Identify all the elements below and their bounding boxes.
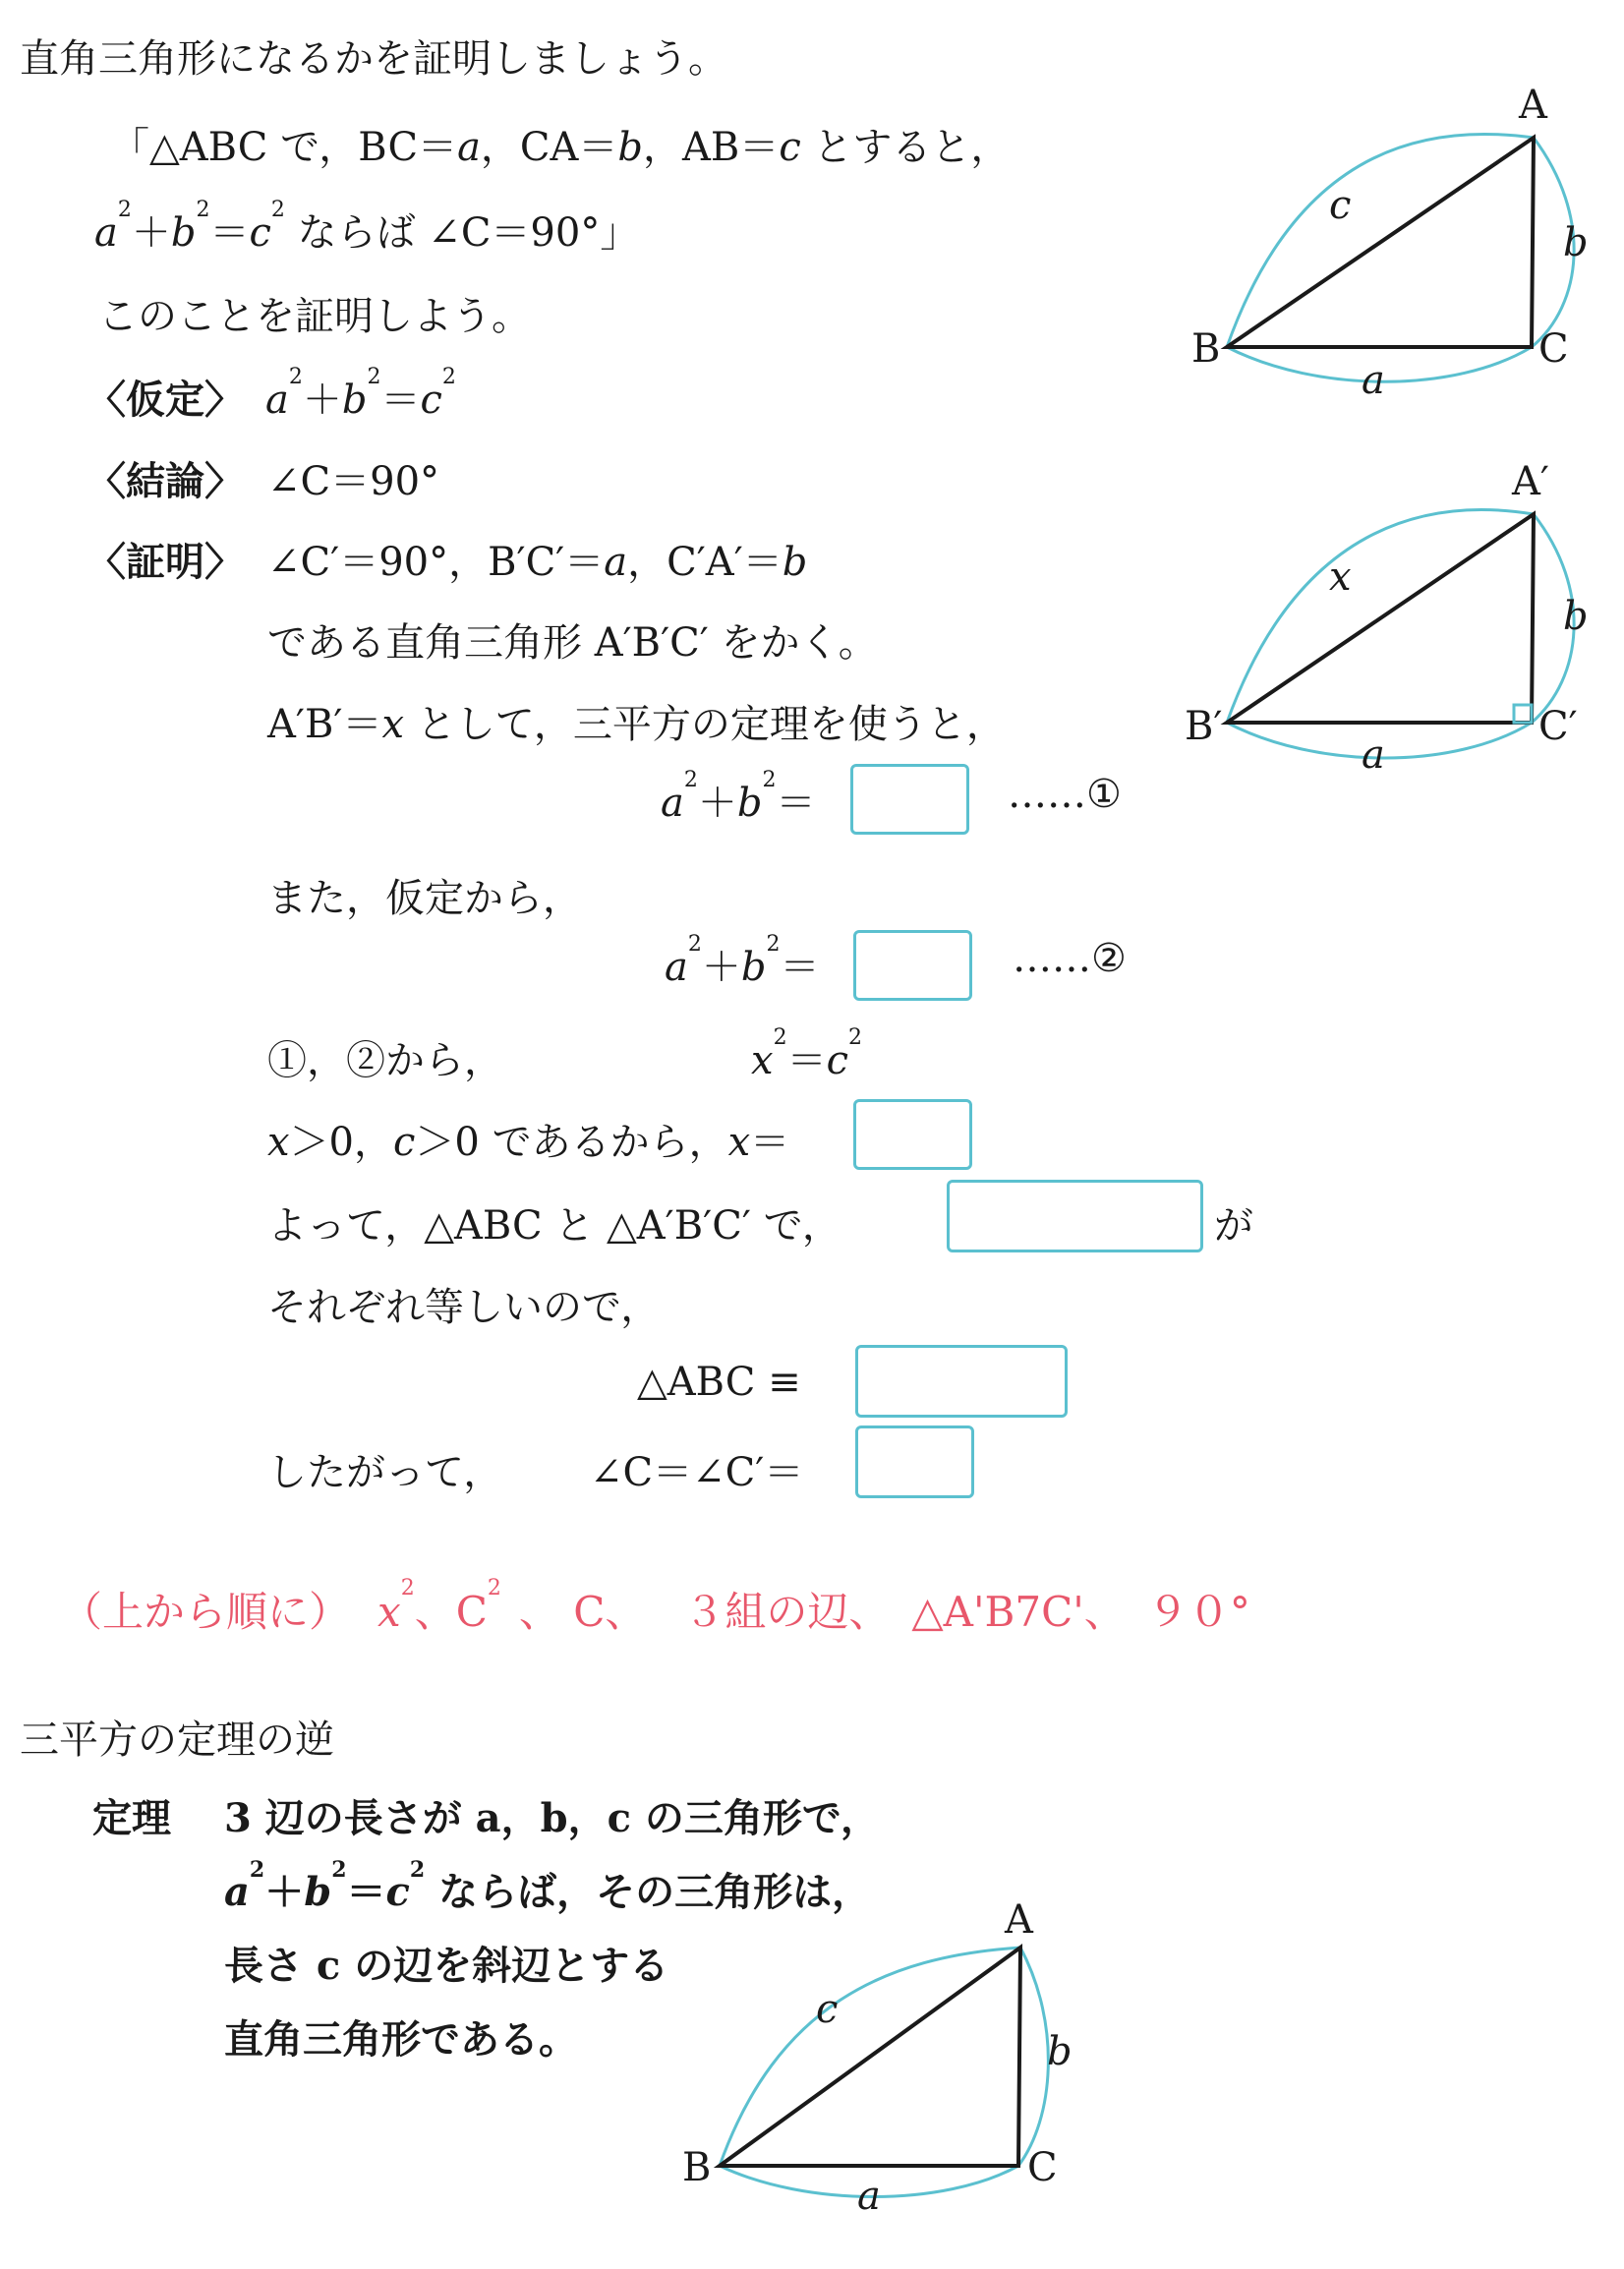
conclusion-expression: ∠C＝90°	[267, 459, 440, 504]
side-a-label: a	[1362, 358, 1385, 403]
statement-text: ，CA＝	[480, 125, 618, 170]
var-b: b	[170, 210, 197, 256]
exponent: 2	[117, 198, 132, 222]
answer-c2: 、 C、	[518, 1588, 647, 1636]
proof-text: として，三平方の定理を使うと，	[404, 702, 1006, 747]
var-x: x	[751, 1038, 774, 1083]
var-c: c	[420, 378, 442, 423]
exponent: 2	[288, 365, 303, 389]
theorem-line4: 直角三角形である。	[224, 2016, 578, 2063]
answer-blank-5[interactable]	[855, 1345, 1068, 1418]
var-b: b	[304, 1869, 332, 1915]
equation-2-tag: ……②	[1013, 936, 1127, 981]
equals-sign: ＝	[750, 1120, 790, 1165]
answer-three-sides: ３組の辺、	[683, 1588, 891, 1636]
var-x: x	[381, 702, 405, 747]
proof-label: 〈証明〉	[87, 539, 244, 585]
plus-sign: ＋	[697, 781, 737, 826]
triangle-figure-2	[1180, 457, 1593, 791]
side-c-label: c	[1329, 183, 1352, 228]
theorem-text: ならば，その三角形は，	[425, 1869, 872, 1915]
triangle-a-b-c-prime	[1227, 514, 1534, 723]
answer-blank-1[interactable]	[850, 764, 969, 835]
triangle-figure-1	[1180, 83, 1593, 423]
var-c: c	[393, 1120, 416, 1165]
answer-prefix: （上から順に）	[61, 1588, 351, 1636]
var-a: a	[665, 945, 688, 990]
side-a-label: a	[1362, 732, 1385, 778]
var-c: c	[249, 210, 271, 256]
triangle-abc	[1227, 138, 1534, 347]
var-a: a	[224, 1869, 250, 1915]
proof-text: ，C′A′＝	[627, 540, 783, 585]
var-b: b	[736, 781, 763, 826]
answer-blank-2[interactable]	[853, 930, 972, 1001]
conclusion-label: 〈結論〉	[87, 458, 244, 504]
answer-triangle: △A'B7C'、	[911, 1588, 1126, 1636]
right-angle-marker	[1514, 705, 1532, 723]
proof-line7-expression	[751, 1025, 862, 1085]
triangle-abc	[720, 1948, 1020, 2166]
equals-sign: ＝	[346, 1869, 386, 1915]
exponent: 2	[249, 1857, 265, 1883]
equals-sign: ＝	[380, 378, 421, 423]
answer-blank-4[interactable]	[947, 1180, 1203, 1252]
exponent: 2	[762, 768, 777, 792]
assumption-label: 〈仮定〉	[87, 377, 244, 423]
statement-line3: このことを証明しよう。	[98, 294, 531, 339]
side-c-label: c	[816, 1987, 839, 2032]
exponent: 2	[367, 365, 381, 389]
var-b: b	[617, 125, 644, 170]
arc-b	[1018, 1948, 1048, 2166]
proof-text: ∠C′＝90°，B′C′＝	[267, 540, 605, 585]
vertex-c-label: C	[1027, 2145, 1058, 2190]
vertex-b-label: B	[682, 2145, 712, 2190]
exponent: 2	[441, 365, 456, 389]
var-b: b	[782, 540, 808, 585]
equals-sign: ＝	[786, 1038, 827, 1083]
theorem-line3: 長さ c の辺を斜辺とする	[224, 1943, 669, 1989]
vertex-b-prime-label: B′	[1185, 704, 1223, 749]
plus-sign: ＋	[302, 378, 342, 423]
answer-exponent: 2	[487, 1576, 501, 1600]
proof-line5: また，仮定から，	[267, 876, 582, 921]
exponent: 2	[847, 1025, 862, 1050]
equation-1	[661, 768, 816, 828]
side-b-label: b	[1563, 220, 1589, 265]
plus-sign: ＋	[701, 945, 741, 990]
vertex-a-prime-label: A′	[1512, 459, 1549, 504]
theorem-label: 定理	[92, 1795, 171, 1841]
proof-line11: △ABC ≡	[637, 1360, 801, 1405]
equals-sign: ＝	[776, 781, 816, 826]
side-a-label: a	[857, 2174, 881, 2219]
proof-line8	[267, 1111, 789, 1167]
exponent: 2	[687, 932, 702, 957]
proof-line9: よって，△ABC と △A′B′C′ で，	[267, 1203, 841, 1249]
statement-text: ，AB＝	[643, 125, 780, 170]
proof-line10: それぞれ等しいので，	[267, 1285, 661, 1330]
var-c: c	[826, 1038, 848, 1083]
var-a: a	[661, 781, 684, 826]
answer-x: x	[377, 1588, 401, 1636]
exponent: 2	[331, 1857, 347, 1883]
exponent: 2	[683, 768, 698, 792]
theorem-line1: 3 辺の長さが a，b，c の三角形で，	[224, 1795, 881, 1841]
equals-sign: ＝	[209, 210, 250, 256]
vertex-b-label: B	[1191, 326, 1221, 372]
exponent: 2	[773, 1025, 787, 1050]
var-x: x	[727, 1120, 751, 1165]
plus-sign: ＋	[131, 210, 171, 256]
proof-line3	[267, 693, 1006, 749]
plus-sign: ＋	[264, 1869, 305, 1915]
proof-text: ＞0，	[289, 1120, 394, 1165]
statement-line2	[94, 198, 640, 258]
vertex-a-label: A	[1005, 1897, 1033, 1943]
intro-text: 直角三角形になるかを証明しましょう。	[20, 36, 727, 82]
statement-line1	[110, 116, 1010, 172]
var-a: a	[265, 378, 289, 423]
theorem-heading: 三平方の定理の逆	[20, 1717, 334, 1763]
var-x: x	[267, 1120, 290, 1165]
answer-c: 、C	[414, 1588, 488, 1636]
proof-line12: したがって，	[267, 1450, 503, 1495]
answer-blank-6[interactable]	[855, 1425, 974, 1498]
side-b-label: b	[1047, 2029, 1073, 2074]
proof-line2: である直角三角形 A′B′C′ をかく。	[267, 620, 878, 666]
var-a: a	[94, 210, 118, 256]
exponent: 2	[409, 1857, 426, 1883]
vertex-c-prime-label: C′	[1538, 704, 1578, 749]
exponent: 2	[196, 198, 210, 222]
vertex-a-label: A	[1519, 83, 1547, 128]
proof-text: A′B′＝	[267, 702, 382, 747]
answer-exponent: 2	[400, 1576, 415, 1600]
answer-blank-3[interactable]	[853, 1099, 972, 1170]
proof-line9-end: が	[1214, 1203, 1253, 1249]
statement-text: 「△ABC で，BC＝	[110, 125, 458, 170]
equals-sign: ＝	[780, 945, 820, 990]
assumption-expression	[265, 365, 456, 425]
proof-line7: ①，②から，	[267, 1038, 503, 1083]
var-a: a	[604, 540, 628, 585]
triangle-figure-3	[668, 1888, 1081, 2222]
answer-line	[61, 1576, 1250, 1639]
proof-text: ＞0 であるから，	[415, 1120, 728, 1165]
var-a: a	[457, 125, 481, 170]
var-c: c	[385, 1869, 410, 1915]
exponent: 2	[766, 932, 781, 957]
var-b: b	[341, 378, 368, 423]
equation-1-tag: ……①	[1008, 772, 1122, 817]
statement-text: ならば ∠C＝90°」	[284, 210, 640, 256]
statement-text: とすると，	[800, 125, 1011, 170]
side-b-label: b	[1563, 594, 1589, 639]
var-c: c	[779, 125, 801, 170]
exponent: 2	[270, 198, 285, 222]
proof-line1	[267, 531, 807, 587]
var-b: b	[740, 945, 767, 990]
equation-2	[665, 932, 820, 992]
side-x-label: x	[1329, 554, 1352, 600]
proof-line12-expression: ∠C＝∠C′＝	[590, 1450, 804, 1495]
answer-angle: ９０°	[1146, 1588, 1250, 1636]
vertex-c-label: C	[1538, 326, 1569, 372]
